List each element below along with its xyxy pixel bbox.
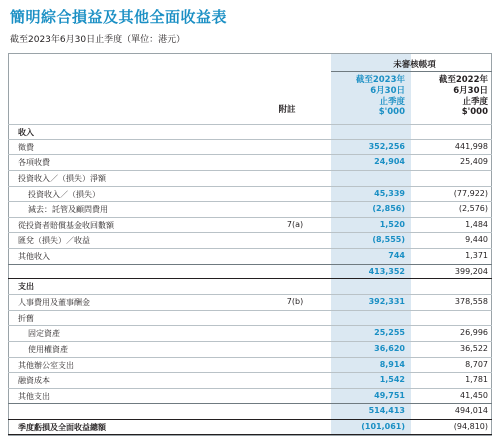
row-label: 折舊 xyxy=(18,313,34,323)
current-period-value: (2,856) xyxy=(372,204,405,214)
row-label: 其他支出 xyxy=(18,391,50,401)
row-note: 7(b) xyxy=(286,297,304,306)
subtotal-row xyxy=(8,264,492,280)
row-label: 投資收入／（損失） xyxy=(28,189,100,199)
previous-period-value: 441,998 xyxy=(454,141,488,151)
current-period-value: 413,352 xyxy=(368,266,405,276)
current-header-line-3: 止季度 xyxy=(379,96,405,107)
unaudited-group-header: 未審核帳項 xyxy=(393,60,436,70)
previous-period-value: 9,440 xyxy=(465,235,488,245)
row-label: 各項收費 xyxy=(18,158,50,168)
current-period-value: 1,520 xyxy=(379,219,405,229)
table-row xyxy=(8,310,492,326)
previous-period-value: (94,810) xyxy=(453,422,488,431)
previous-header-line-1: 截至2022年 xyxy=(438,75,488,85)
current-period-header xyxy=(331,75,411,118)
row-label: 使用權資產 xyxy=(28,344,68,354)
table-row xyxy=(8,186,492,202)
table-row xyxy=(8,278,492,294)
previous-period-value: 1,371 xyxy=(465,251,488,261)
previous-period-value: 494,014 xyxy=(454,406,488,416)
table-row xyxy=(8,139,492,155)
row-label: 其他辦公室支出 xyxy=(18,360,74,370)
previous-period-value: 378,558 xyxy=(454,297,488,306)
current-period-value: 1,542 xyxy=(379,375,405,385)
statement-title: 簡明綜合損益及其他全面收益表 xyxy=(10,8,228,26)
current-header-line-1: 截至2023年 xyxy=(355,75,405,85)
note-column-header: 附註 xyxy=(278,105,296,115)
table-row xyxy=(8,325,492,341)
grand-total-row xyxy=(8,419,492,435)
row-note: 7(a) xyxy=(286,219,304,229)
current-period-value: 45,339 xyxy=(374,188,405,198)
table-row xyxy=(8,248,492,264)
current-period-value: 352,256 xyxy=(368,141,405,151)
previous-period-value: 25,409 xyxy=(460,157,488,167)
row-label: 固定資產 xyxy=(28,329,60,339)
previous-period-value: 36,522 xyxy=(460,343,488,353)
row-label: 融資成本 xyxy=(18,376,50,386)
previous-period-value: 41,450 xyxy=(460,390,488,400)
row-label: 從投資者賠償基金收回數額 xyxy=(18,220,114,230)
table-row xyxy=(8,294,492,310)
current-period-value: 36,620 xyxy=(374,343,405,353)
table-row xyxy=(8,388,492,404)
current-period-value: 392,331 xyxy=(368,297,405,306)
previous-period-value: 1,781 xyxy=(465,375,488,385)
current-period-value: 49,751 xyxy=(374,390,405,400)
previous-period-value: 26,996 xyxy=(460,328,488,338)
row-label: 徵費 xyxy=(18,142,34,152)
subtotal-row xyxy=(8,403,492,419)
table-row xyxy=(8,154,492,170)
current-period-value: 25,255 xyxy=(374,328,405,338)
row-label: 減去：託管及顧問費用 xyxy=(28,205,108,215)
previous-period-header xyxy=(412,75,492,118)
current-header-line-4: $'000 xyxy=(378,107,405,118)
table-row xyxy=(8,341,492,357)
row-label: 收入 xyxy=(18,128,34,137)
previous-period-value: 399,204 xyxy=(454,266,488,276)
row-label: 匯兌（損失）／收益 xyxy=(18,236,90,246)
previous-period-value: (2,576) xyxy=(458,204,488,214)
current-period-value: 24,904 xyxy=(374,157,405,167)
row-label: 季度虧損及全面收益總額 xyxy=(18,423,106,432)
row-label: 其他收入 xyxy=(18,252,50,262)
current-header-line-2: 6月30日 xyxy=(370,85,405,96)
previous-period-value: (77,922) xyxy=(453,188,488,198)
previous-period-value: 1,484 xyxy=(465,219,488,229)
table-row xyxy=(8,357,492,373)
table-row xyxy=(8,124,492,140)
current-period-value: (101,061) xyxy=(361,422,405,431)
previous-header-line-2: 6月30日 xyxy=(453,85,488,96)
table-row xyxy=(8,232,492,248)
current-period-value: 744 xyxy=(388,251,405,261)
current-period-value: 514,413 xyxy=(368,406,405,416)
current-period-value: (8,555) xyxy=(372,235,405,245)
table-row xyxy=(8,372,492,388)
table-row xyxy=(8,201,492,217)
current-period-value: 8,914 xyxy=(379,359,405,369)
statement-subtitle: 截至2023年6月30日止季度（單位：港元） xyxy=(10,35,186,45)
row-label: 投資收入／（損失）淨額 xyxy=(18,173,106,183)
previous-header-line-3: 止季度 xyxy=(462,96,488,107)
row-label: 人事費用及董事酬金 xyxy=(18,298,90,307)
row-label: 支出 xyxy=(18,282,34,292)
previous-period-value: 8,707 xyxy=(465,359,488,369)
previous-header-line-4: $'000 xyxy=(461,107,488,118)
table-row xyxy=(8,170,492,186)
group-header-divider xyxy=(331,71,492,72)
table-row xyxy=(8,217,492,233)
